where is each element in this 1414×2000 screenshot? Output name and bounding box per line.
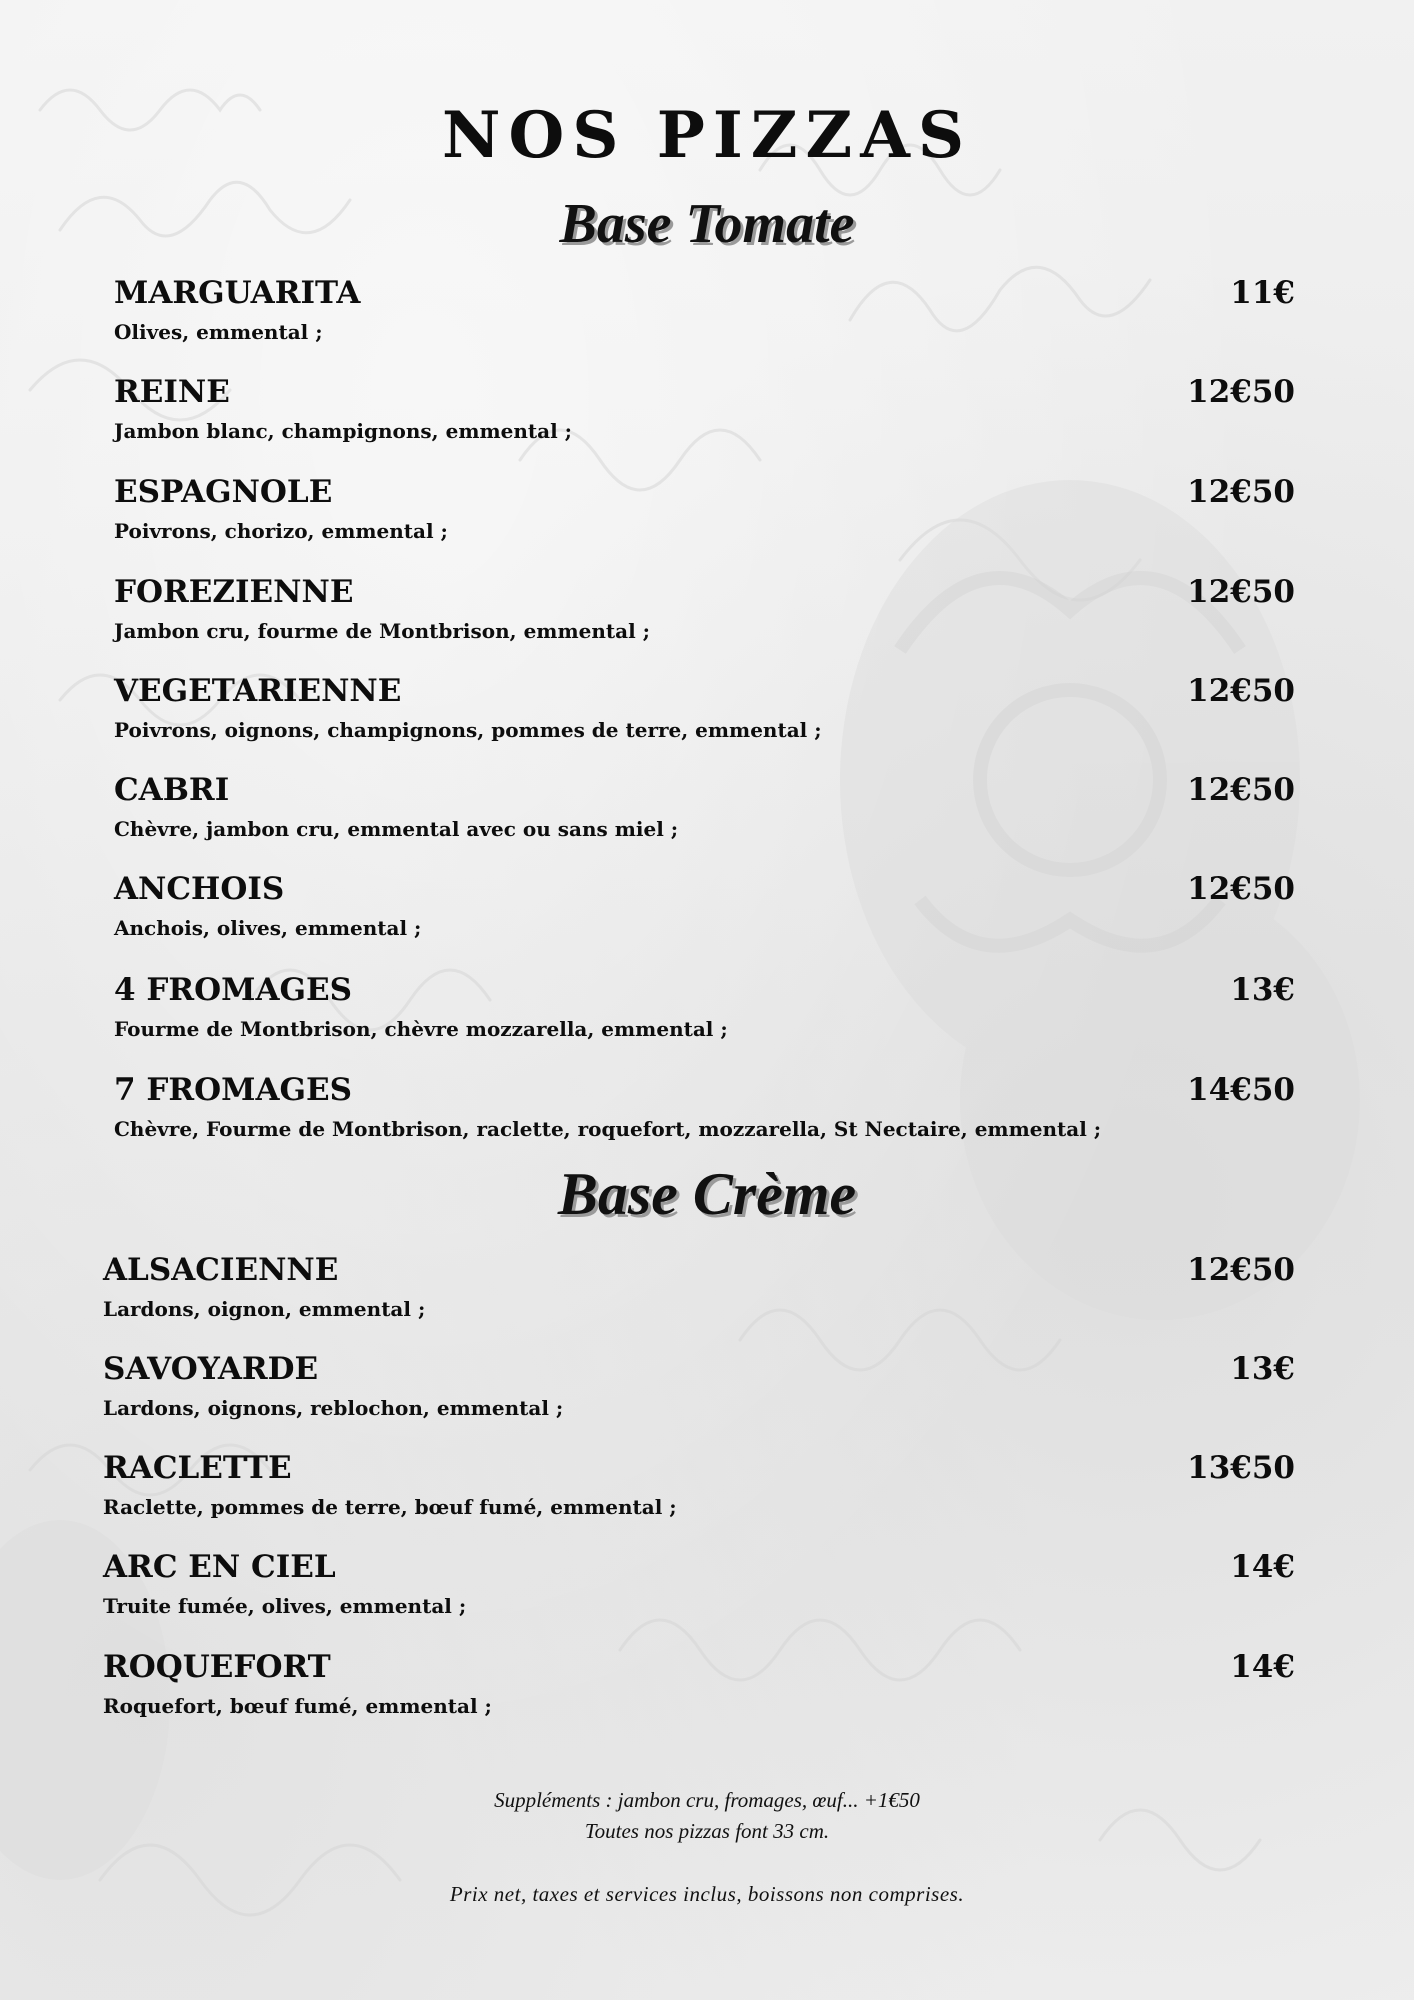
item-name: 4 FROMAGES [114,972,352,1008]
item-description: Fourme de Montbrison, chèvre mozzarella, emmental ; [114,1017,728,1041]
item-description: Truite fumée, olives, emmental ; [103,1594,467,1618]
item-description: Anchois, olives, emmental ; [114,916,422,940]
item-name: ANCHOIS [114,871,285,907]
item-name: ALSACIENNE [103,1252,339,1288]
item-description: Olives, emmental ; [114,320,323,344]
item-description: Roquefort, bœuf fumé, emmental ; [103,1694,492,1718]
item-price: 13€50 [1187,1450,1295,1486]
item-name: RACLETTE [103,1450,292,1486]
item-price: 12€50 [1187,574,1295,610]
item-price: 14€50 [1187,1072,1295,1108]
item-name: CABRI [114,772,230,808]
item-price: 12€50 [1187,374,1295,410]
item-price: 12€50 [1187,673,1295,709]
item-name: ROQUEFORT [103,1649,331,1685]
item-name: FOREZIENNE [114,574,354,610]
item-description: Chèvre, Fourme de Montbrison, raclette, roquefort, mozzarella, St Nectaire, emmental ; [114,1117,1102,1141]
price-note: Prix net, taxes et services inclus, boissons non comprises. [449,1882,965,1906]
section-title-base-creme: Base Crème [557,1161,857,1227]
item-description: Raclette, pommes de terre, bœuf fumé, emmental ; [103,1495,677,1519]
item-price: 14€ [1230,1549,1295,1585]
item-price: 14€ [1230,1649,1295,1685]
item-name: 7 FROMAGES [114,1072,352,1108]
item-description: Jambon cru, fourme de Montbrison, emmental ; [114,619,651,643]
item-price: 13€ [1230,972,1295,1008]
pizza-size-note: Toutes nos pizzas font 33 cm. [584,1819,830,1843]
item-price: 12€50 [1187,871,1295,907]
item-description: Poivrons, oignons, champignons, pommes de terre, emmental ; [114,718,822,742]
item-name: MARGUARITA [114,275,361,311]
item-description: Poivrons, chorizo, emmental ; [114,519,448,543]
item-description: Lardons, oignon, emmental ; [103,1297,426,1321]
supplements-note: Suppléments : jambon cru, fromages, œuf... +1€50 [494,1788,920,1812]
section-title-base-tomate: Base Tomate [559,193,855,255]
item-price: 13€ [1230,1351,1295,1387]
item-price: 12€50 [1187,474,1295,510]
item-name: REINE [114,374,230,410]
item-name: VEGETARIENNE [114,673,402,709]
item-description: Lardons, oignons, reblochon, emmental ; [103,1396,564,1420]
menu-title: NOS PIZZAS [441,98,973,173]
item-name: ARC EN CIEL [103,1549,336,1585]
item-name: ESPAGNOLE [114,474,333,510]
item-price: 11€ [1230,275,1295,311]
item-price: 12€50 [1187,772,1295,808]
item-description: Chèvre, jambon cru, emmental avec ou sans miel ; [114,817,679,841]
item-name: SAVOYARDE [103,1351,319,1387]
item-price: 12€50 [1187,1252,1295,1288]
item-description: Jambon blanc, champignons, emmental ; [114,419,573,443]
